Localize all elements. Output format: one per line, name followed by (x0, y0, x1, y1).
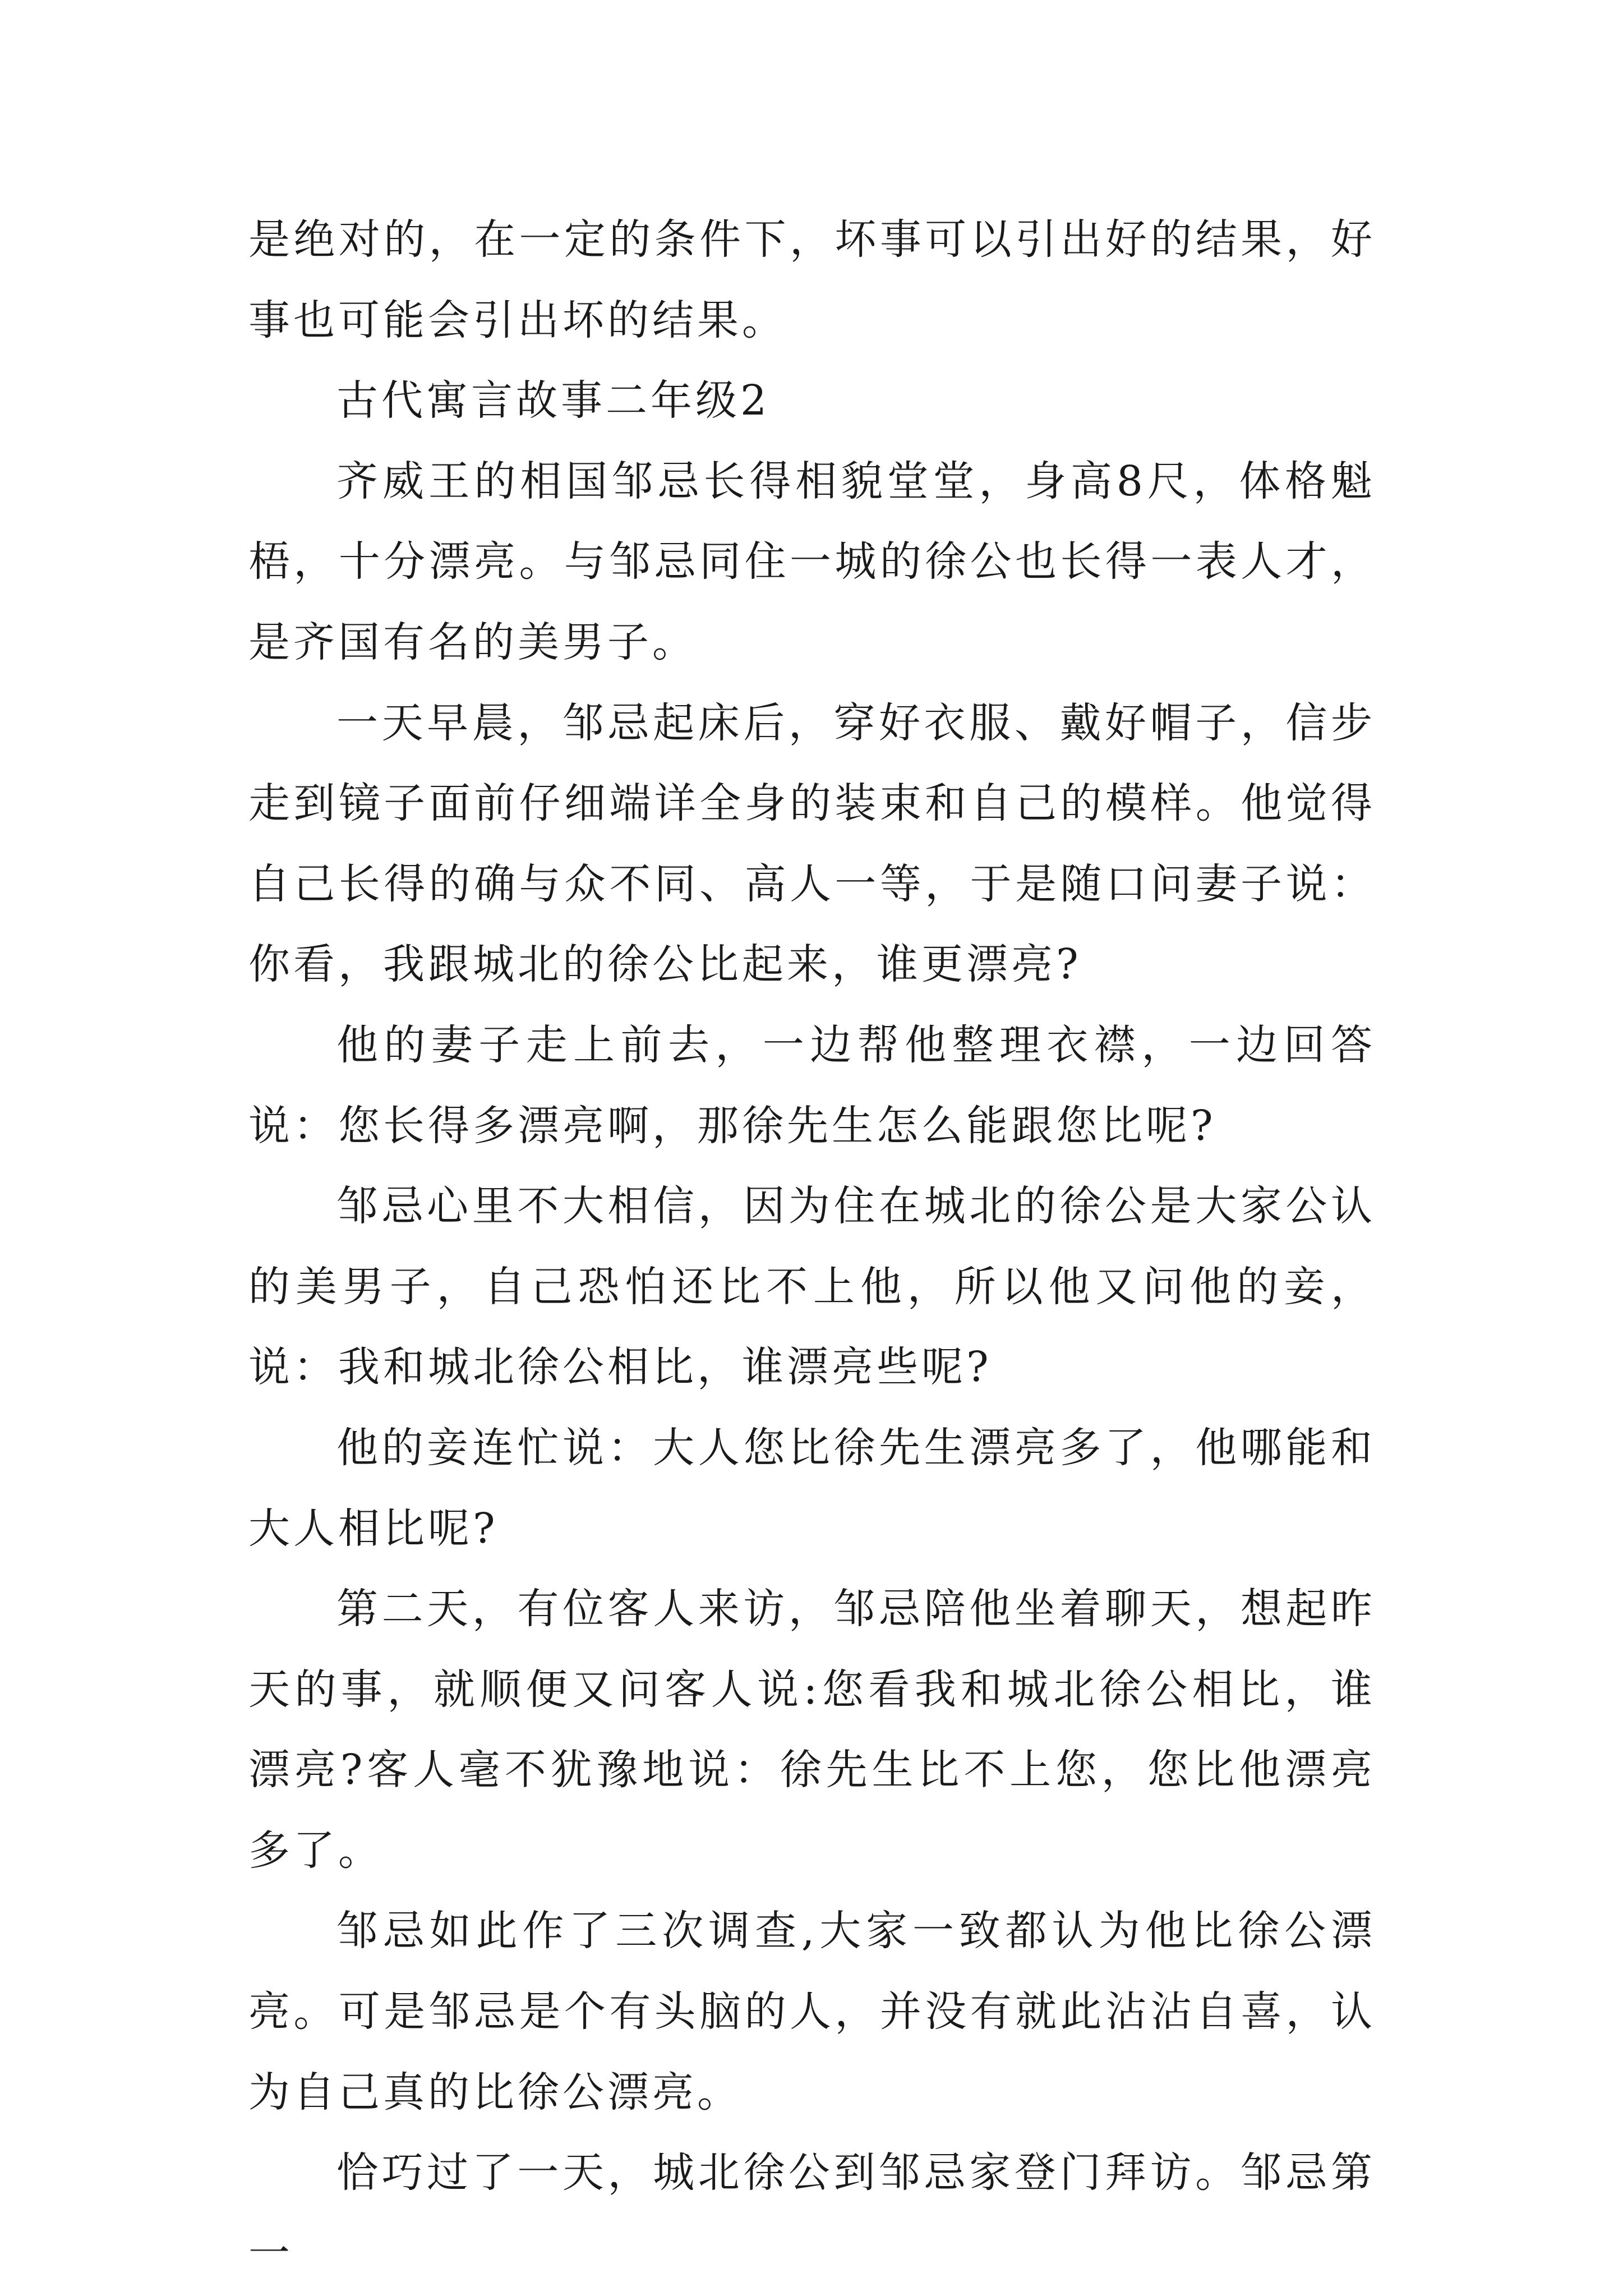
paragraph: 他的妾连忙说：大人您比徐先生漂亮多了，他哪能和大人相比呢? (248, 1423, 1376, 1553)
document-body (248, 200, 1376, 2294)
section-heading: 古代寓言故事二年级2 (336, 376, 771, 425)
paragraph: 恰巧过了一天，城北徐公到邹忌家登门拜访。邹忌第一 (248, 2148, 1376, 2277)
paragraph: 他的妻子走上前去，一边帮他整理衣襟，一边回答说：您长得多漂亮啊，那徐先生怎么能跟您比呢? (248, 1020, 1376, 1150)
paragraph-continued: 是绝对的，在一定的条件下，坏事可以引出好的结果，好事也可能会引出坏的结果。 (248, 215, 1376, 344)
paragraph: 邹忌如此作了三次调查,大家一致都认为他比徐公漂亮。可是邹忌是个有头脑的人，并没有就此沾沾自喜，认为自己真的比徐公漂亮。 (248, 1907, 1376, 2116)
paragraph: 邹忌心里不大相信，因为住在城北的徐公是大家公认的美男子，自己恐怕还比不上他，所以他又问他的妾，说：我和城北徐公相比，谁漂亮些呢? (248, 1182, 1376, 1392)
paragraph: 齐威王的相国邹忌长得相貌堂堂，身高8尺，体格魁梧，十分漂亮。与邹忌同住一城的徐公也长得一表人才，是齐国有名的美男子。 (248, 457, 1376, 666)
paragraph: 第二天，有位客人来访，邹忌陪他坐着聊天，想起昨天的事，就顺便又问客人说:您看我和城北徐公相比，谁漂亮?客人毫不犹豫地说：徐先生比不上您，您比他漂亮多了。 (248, 1585, 1376, 1875)
paragraph: 一天早晨，邹忌起床后，穿好衣服、戴好帽子，信步走到镜子面前仔细端详全身的装束和自己的模样。他觉得自己长得的确与众不同、高人一等，于是随口问妻子说：你看，我跟城北的徐公比起来，谁更漂亮? (248, 698, 1376, 989)
